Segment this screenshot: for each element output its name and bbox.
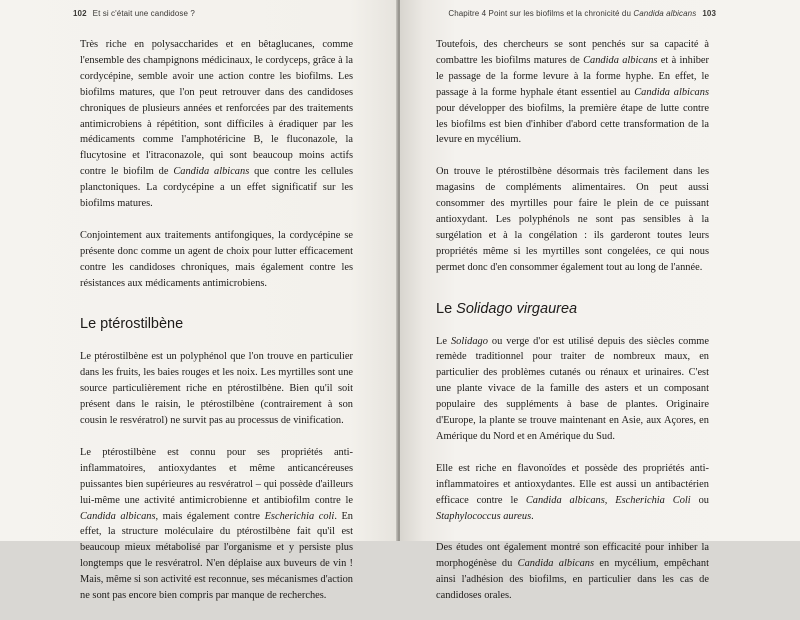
text-run: pour développer des biofilms, la première étape de lutte contre les biofilms est bien d'inhiber d'abord cette transformation de la levure en mycélium. bbox=[436, 102, 709, 146]
text-run: ou verge d'or est utilisé depuis des siècles comme remède traditionnel pour traiter de nombreux maux, en particulier des problèmes cutanés ou rénaux et urinaires. C'est une plante vivace de la famille des asters et un composant populaire des suppléments à base de plantes. Originaire d'Europe, la plante se trouve maintenant en Asie, aux Açores, en Amérique du Nord et en Amérique du Sud. bbox=[436, 335, 709, 443]
italic-run: Candida albicans bbox=[583, 54, 658, 66]
text-run: Elle est riche en flavonoïdes et possède des propriétés anti-inflammatoires et antioxydantes. Elle est aussi un antibactérien efficace contre le bbox=[436, 462, 709, 506]
paragraph-pterostilbene-research bbox=[436, 37, 709, 148]
left-page-body bbox=[80, 37, 353, 620]
italic-run: Escherichia coli bbox=[264, 510, 335, 522]
right-page-body bbox=[436, 37, 709, 620]
left-page bbox=[0, 0, 398, 602]
italic-run: Solidago bbox=[450, 335, 488, 347]
text-run: que contre les cellules planctoniques. La cordycépine a un effet significatif sur les biofilms matures. bbox=[80, 166, 353, 210]
running-head-left-title: Et si c'était une candidose ? bbox=[92, 9, 195, 18]
paragraph-pterostilbene-sources: On trouve le ptérostilbène désormais très facilement dans les magasins de compléments alimentaires. On peut aussi consommer des myrtilles pour faire le plein de ce puissant antioxydant. Les polyphénols ne sont pas sensibles à la surgélation et à la congélation : ils garderont toutes leurs propriétés même si les myrtilles sont congelées, ce qui nous permet donc d'en consommer également tout au long de l'année. bbox=[436, 166, 709, 273]
italic-run: Staphylococcus aureus bbox=[436, 510, 532, 522]
running-head-right-italic: Candida albicans bbox=[633, 9, 697, 18]
text-run: Le ptérostilbène est connu pour ses propriétés anti-inflammatoires, antioxydantes et même anticancéreuses puissantes bien supérieures au resvératrol – qui possède d'ailleurs lui-même une activité antimicrobienne et antibiofilm contre le bbox=[80, 446, 353, 506]
text-run: Des études ont également montré son efficacité pour inhiber la morphogénèse du bbox=[436, 542, 709, 570]
paragraph-cordycepine-agent: Conjointement aux traitements antifongiques, la cordycépine se présente donc comme un agent de choix pour lutter efficacement contre les candidoses chroniques, mais également contre les résistances aux médicaments antimicrobiens. bbox=[80, 229, 353, 289]
italic-run: Candida albicans bbox=[80, 510, 156, 522]
italic-run: Candida albicans bbox=[517, 558, 595, 570]
section-heading-solidago bbox=[436, 301, 709, 318]
italic-run: Candida albicans bbox=[173, 166, 250, 178]
heading-run: Le bbox=[436, 300, 457, 317]
text-run: . bbox=[531, 510, 534, 522]
paragraph-pterostilbene-intro: Le ptérostilbène est un polyphénol que l'on trouve en particulier dans les fruits, les baies rouges et les noix. Les myrtilles sont une source particulièrement riche en ptérostilbène. Bien qu'il soit présent dans le raisin, le ptérostilbène (contrairement à son cousin le resvératrol) ne survit pas au processus de vinification. bbox=[80, 351, 353, 427]
paragraph-cordycepine-biofilms bbox=[80, 37, 353, 212]
paragraph-pterostilbene-properties bbox=[80, 445, 353, 604]
text-run: Très riche en polysaccharides et en bêtaglucanes, comme l'ensemble des champignons médicinaux, le cordyceps, grâce à la cordycépine, semble avoir une action contre les biofilms. Les biofilms matures, que l'on peut retrouver dans des candidoses chroniques de plusieurs années et renforcées par des traitements antimicrobiens à répétition, sont difficiles à éradiquer par les médicaments comme l'amphotéricine B, le fluconazole, la flucytosine et l'itraconazole, qui sont beaucoup moins actifs contre le biofilm de bbox=[80, 39, 353, 178]
italic-run: Candida albicans, Escherichia Coli bbox=[525, 494, 691, 506]
text-run: Toutefois, des chercheurs se sont penchés sur sa capacité à combattre les biofilms matures de bbox=[436, 39, 709, 66]
text-run: en mycélium, empêchant ainsi l'adhésion des biofilms, en particulier dans les cas de candidoses orales. bbox=[436, 558, 709, 602]
text-run: Le bbox=[436, 335, 451, 347]
section-heading-pterostilbene: Le ptérostilbène bbox=[80, 316, 184, 333]
running-head-right bbox=[448, 9, 716, 18]
right-page bbox=[400, 0, 800, 602]
heading-italic-run: Solidago virgaurea bbox=[456, 300, 578, 317]
text-run: . En effet, la structure moléculaire du ptérostilbène fait qu'il est beaucoup mieux métabolisé par l'organisme et y persiste plus longtemps que le resvératrol. N'en déplaise aux buveurs de vin ! Mais, même si son activité est reconnue, ses mécanismes d'action ne sont pas encore bien compris par manque de recherches. bbox=[80, 510, 353, 602]
text-run: ou bbox=[690, 494, 709, 506]
running-head-left bbox=[73, 9, 195, 18]
paragraph-solidago-studies bbox=[436, 540, 709, 604]
page-number-right: 103 bbox=[702, 9, 716, 18]
paragraph-solidago-properties bbox=[436, 461, 709, 525]
text-run: , mais également contre bbox=[155, 510, 265, 522]
italic-run: Candida albicans bbox=[634, 86, 709, 98]
text-run: et à inhiber le passage de la forme levure à la forme hyphe. En effet, le passage à la forme hyphale étant essentiel au bbox=[436, 54, 709, 98]
paragraph-solidago-intro bbox=[436, 334, 709, 445]
page-number-left: 102 bbox=[73, 9, 87, 18]
running-head-right-title: Chapitre 4 Point sur les biofilms et la chronicité du bbox=[448, 9, 634, 18]
